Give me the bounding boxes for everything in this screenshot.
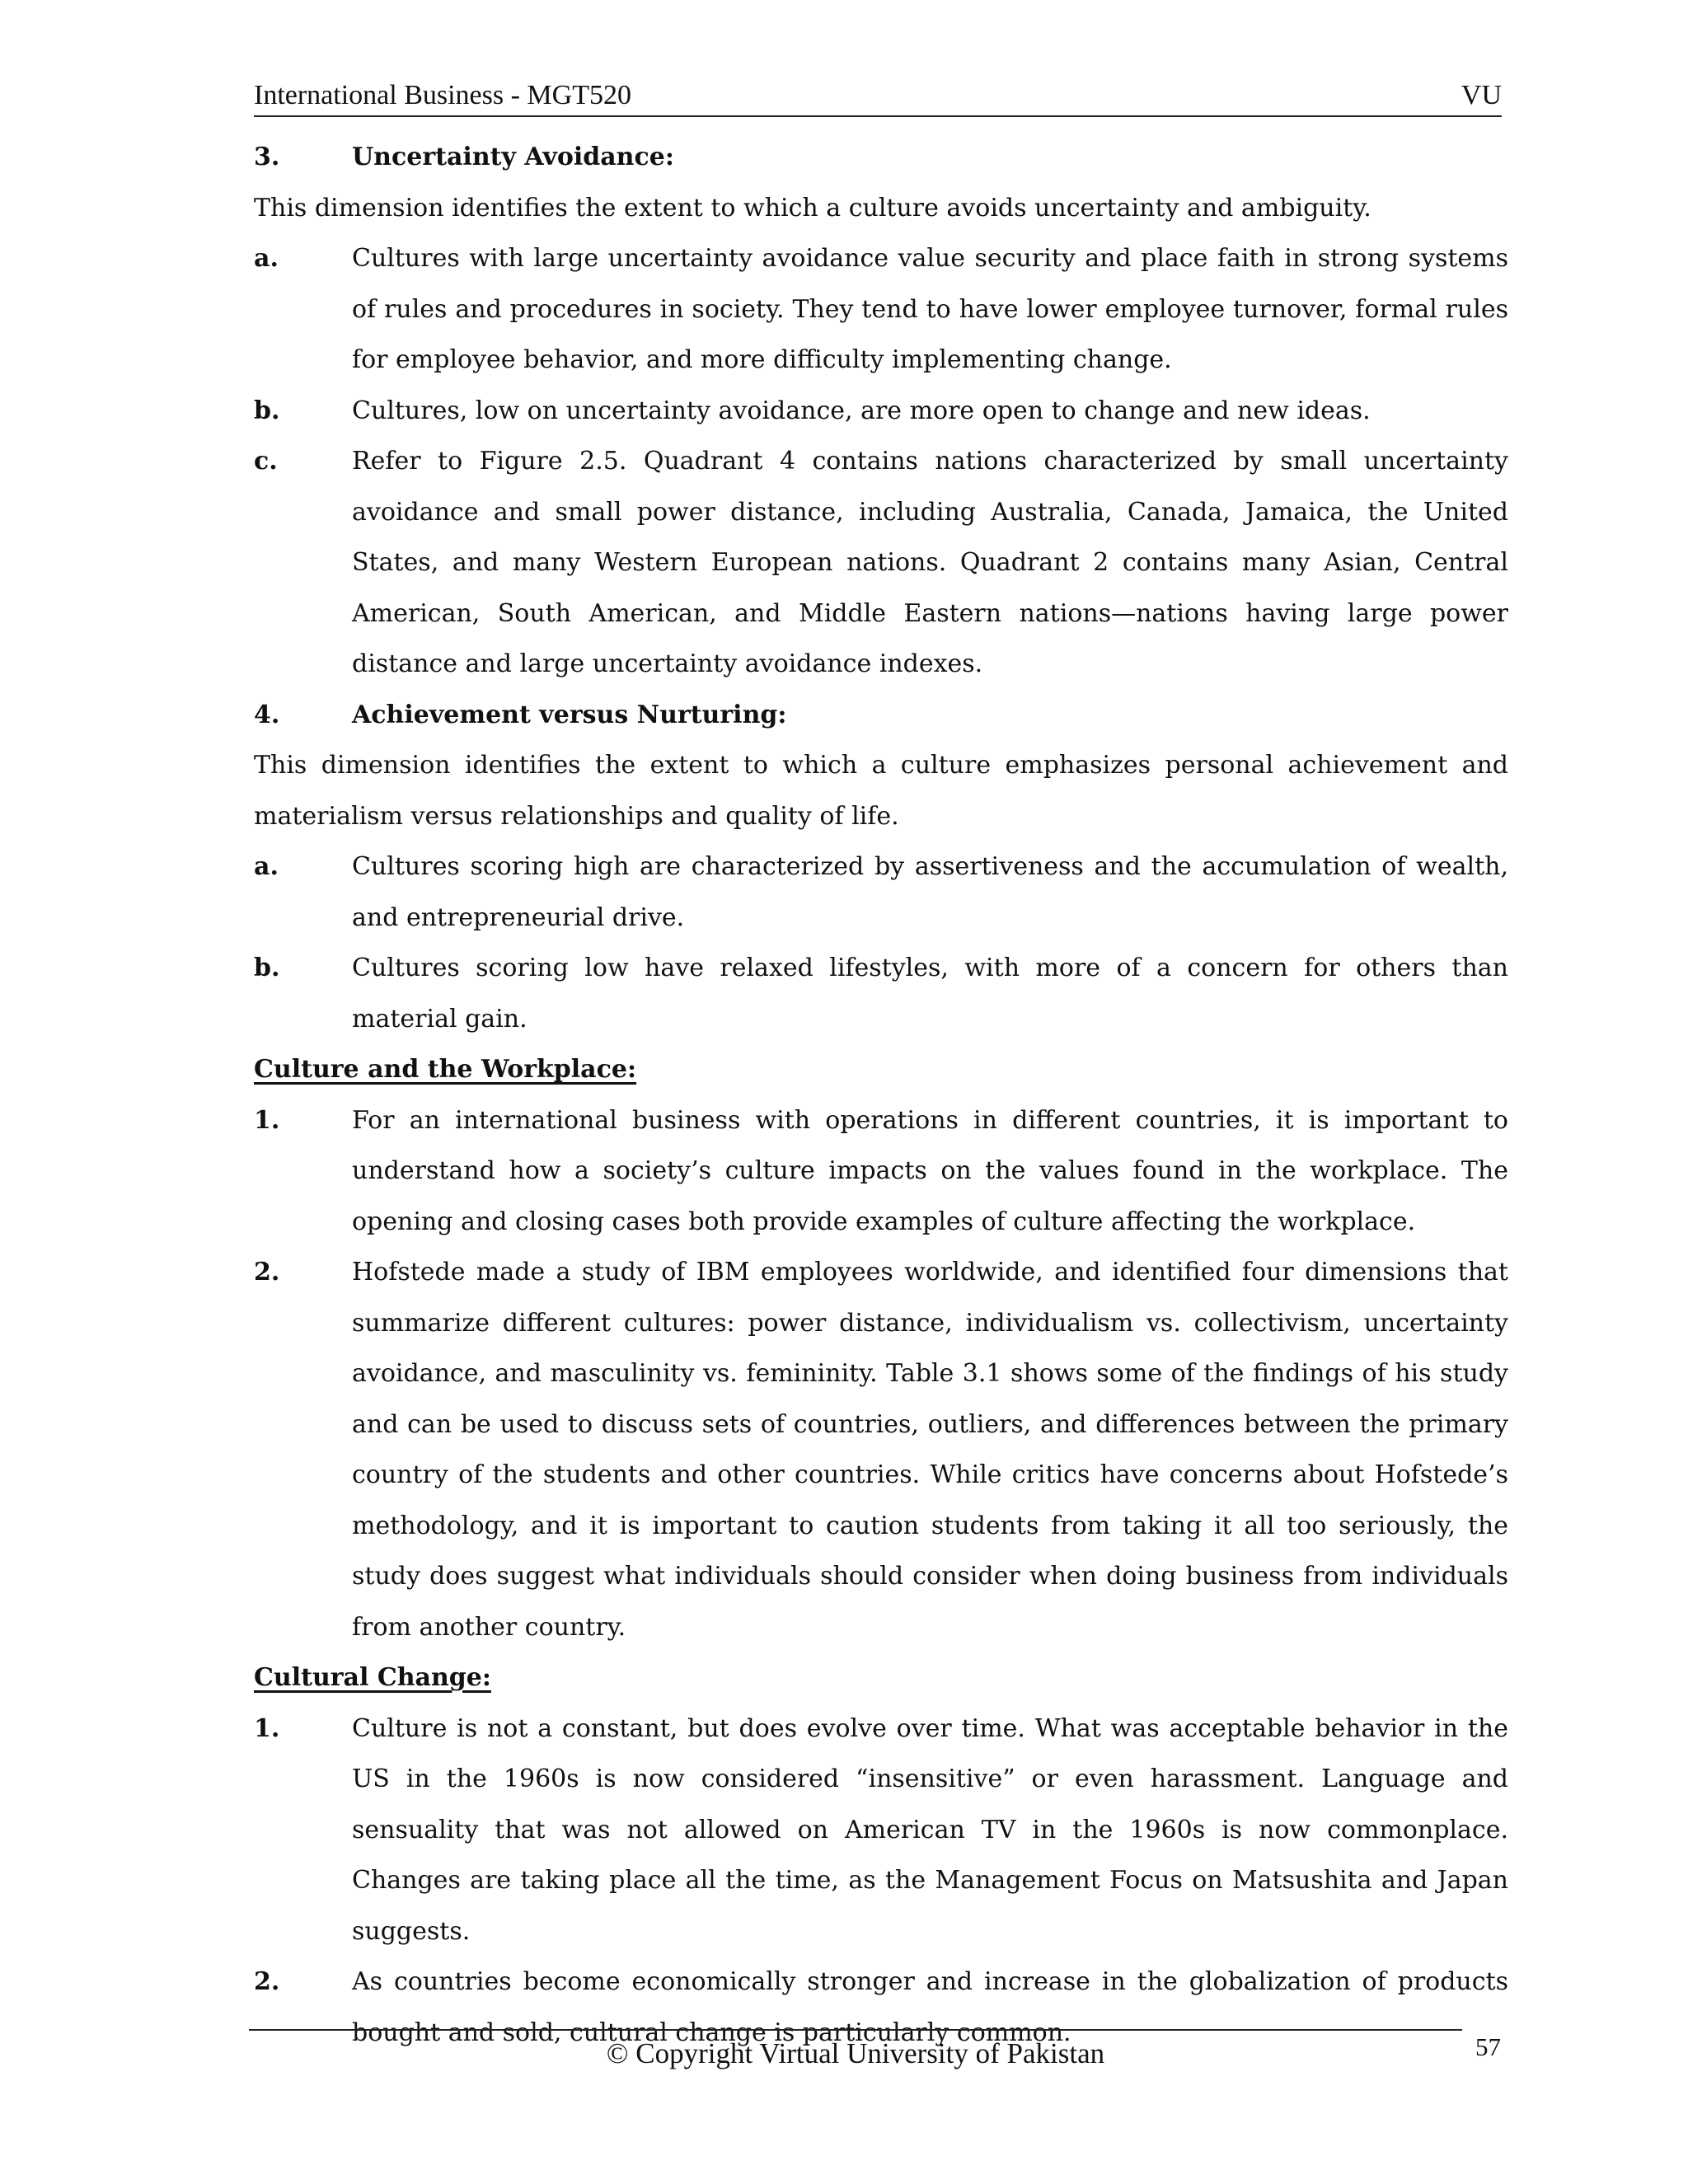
list-marker: b. — [254, 954, 280, 982]
list-marker: 1. — [254, 1713, 280, 1743]
header-title: International Business - MGT520 — [254, 80, 631, 110]
subheading-cultural-change: Cultural Change: — [254, 1663, 491, 1692]
section-title: Uncertainty Avoidance: — [352, 143, 674, 171]
list-marker: 1. — [254, 1105, 280, 1135]
list-item — [254, 1095, 1508, 1248]
section-title: Achievement versus Nurturing: — [352, 700, 787, 729]
section-heading-uncertainty-avoidance — [254, 132, 1508, 183]
section-number: 3. — [254, 143, 280, 171]
list-text: Cultures, low on uncertainty avoidance, are more open to change and new ideas. — [352, 396, 1371, 425]
page-header — [254, 77, 1502, 117]
list-text: Culture is not a constant, but does evolve over time. What was acceptable behavior in the US in the 1960s is now considered “insensitive” or even harassment. Language and sensuality that was not allowed on American TV in the 1960s is now commonplace. Changes are taking place all the time, as the Management Focus on Matsushita and Japan suggests. — [352, 1713, 1508, 1946]
list-text: Cultures scoring low have relaxed lifestyles, with more of a concern for others than material gain. — [352, 954, 1508, 1033]
page-content — [254, 132, 1508, 2058]
list-item — [254, 1247, 1508, 1652]
section-intro: This dimension identifies the extent to which a culture avoids uncertainty and ambiguity. — [254, 193, 1372, 223]
list-marker: 2. — [254, 1258, 280, 1286]
page-number: 57 — [1475, 2032, 1501, 2061]
list-marker: 2. — [254, 1967, 280, 1996]
header-university: VU — [1461, 80, 1502, 110]
footer-copyright: © Copyright Virtual University of Pakistan — [606, 2037, 1105, 2069]
list-text: Cultures with large uncertainty avoidance value security and place faith in strong systems of rules and procedures in society. They tend to have lower employee turnover, formal rules for employee behavior, and more difficulty implementing change. — [352, 244, 1508, 374]
list-text: As countries become economically stronger and increase in the globalization of products bought and sold, cultural change is particularly common. — [352, 1967, 1508, 2047]
list-item — [254, 436, 1508, 690]
section-intro: This dimension identifies the extent to which a culture emphasizes personal achievement and materialism versus relationships and quality of life. — [254, 751, 1508, 831]
footer-divider — [249, 2029, 1462, 2031]
list-marker: a. — [254, 852, 279, 881]
list-item — [254, 1704, 1508, 1957]
list-item — [254, 386, 1508, 437]
list-item — [254, 841, 1508, 943]
list-text: Refer to Figure 2.5. Quadrant 4 contains nations characterized by small uncertainty avoidance and small power distance, including Australia, Canada, Jamaica, the United States, and many Western European nations. Quadrant 2 contains many Asian, Central American, South American, and Middle Eastern nations—nations having large power distance and large uncertainty avoidance indexes. — [352, 447, 1508, 678]
list-marker: b. — [254, 396, 280, 425]
list-item — [254, 233, 1508, 386]
list-item — [254, 943, 1508, 1044]
subheading-culture-workplace: Culture and the Workplace: — [254, 1055, 637, 1084]
list-text: Hofstede made a study of IBM employees worldwide, and identified four dimensions that summarize different cultures: power distance, individualism vs. collectivism, uncertainty avoidance, and masculinity vs. femininity. Table 3.1 shows some of the findings of his study and can be used to discuss sets of countries, outliers, and differences between the primary country of the students and other countries. While critics have concerns about Hofstede’s methodology, and it is important to caution students from taking it all too seriously, the study does suggest what individuals should consider when doing business from individuals from another country. — [352, 1258, 1508, 1642]
section-heading-achievement-nurturing — [254, 690, 1508, 741]
list-text: For an international business with operations in different countries, it is important to understand how a society’s culture impacts on the values found in the workplace. The opening and closing cases both provide examples of culture affecting the workplace. — [352, 1105, 1508, 1236]
list-marker: a. — [254, 244, 279, 273]
section-number: 4. — [254, 700, 280, 729]
list-text: Cultures scoring high are characterized by assertiveness and the accumulation of wealth, and entrepreneurial drive. — [352, 852, 1508, 932]
list-marker: c. — [254, 447, 278, 476]
